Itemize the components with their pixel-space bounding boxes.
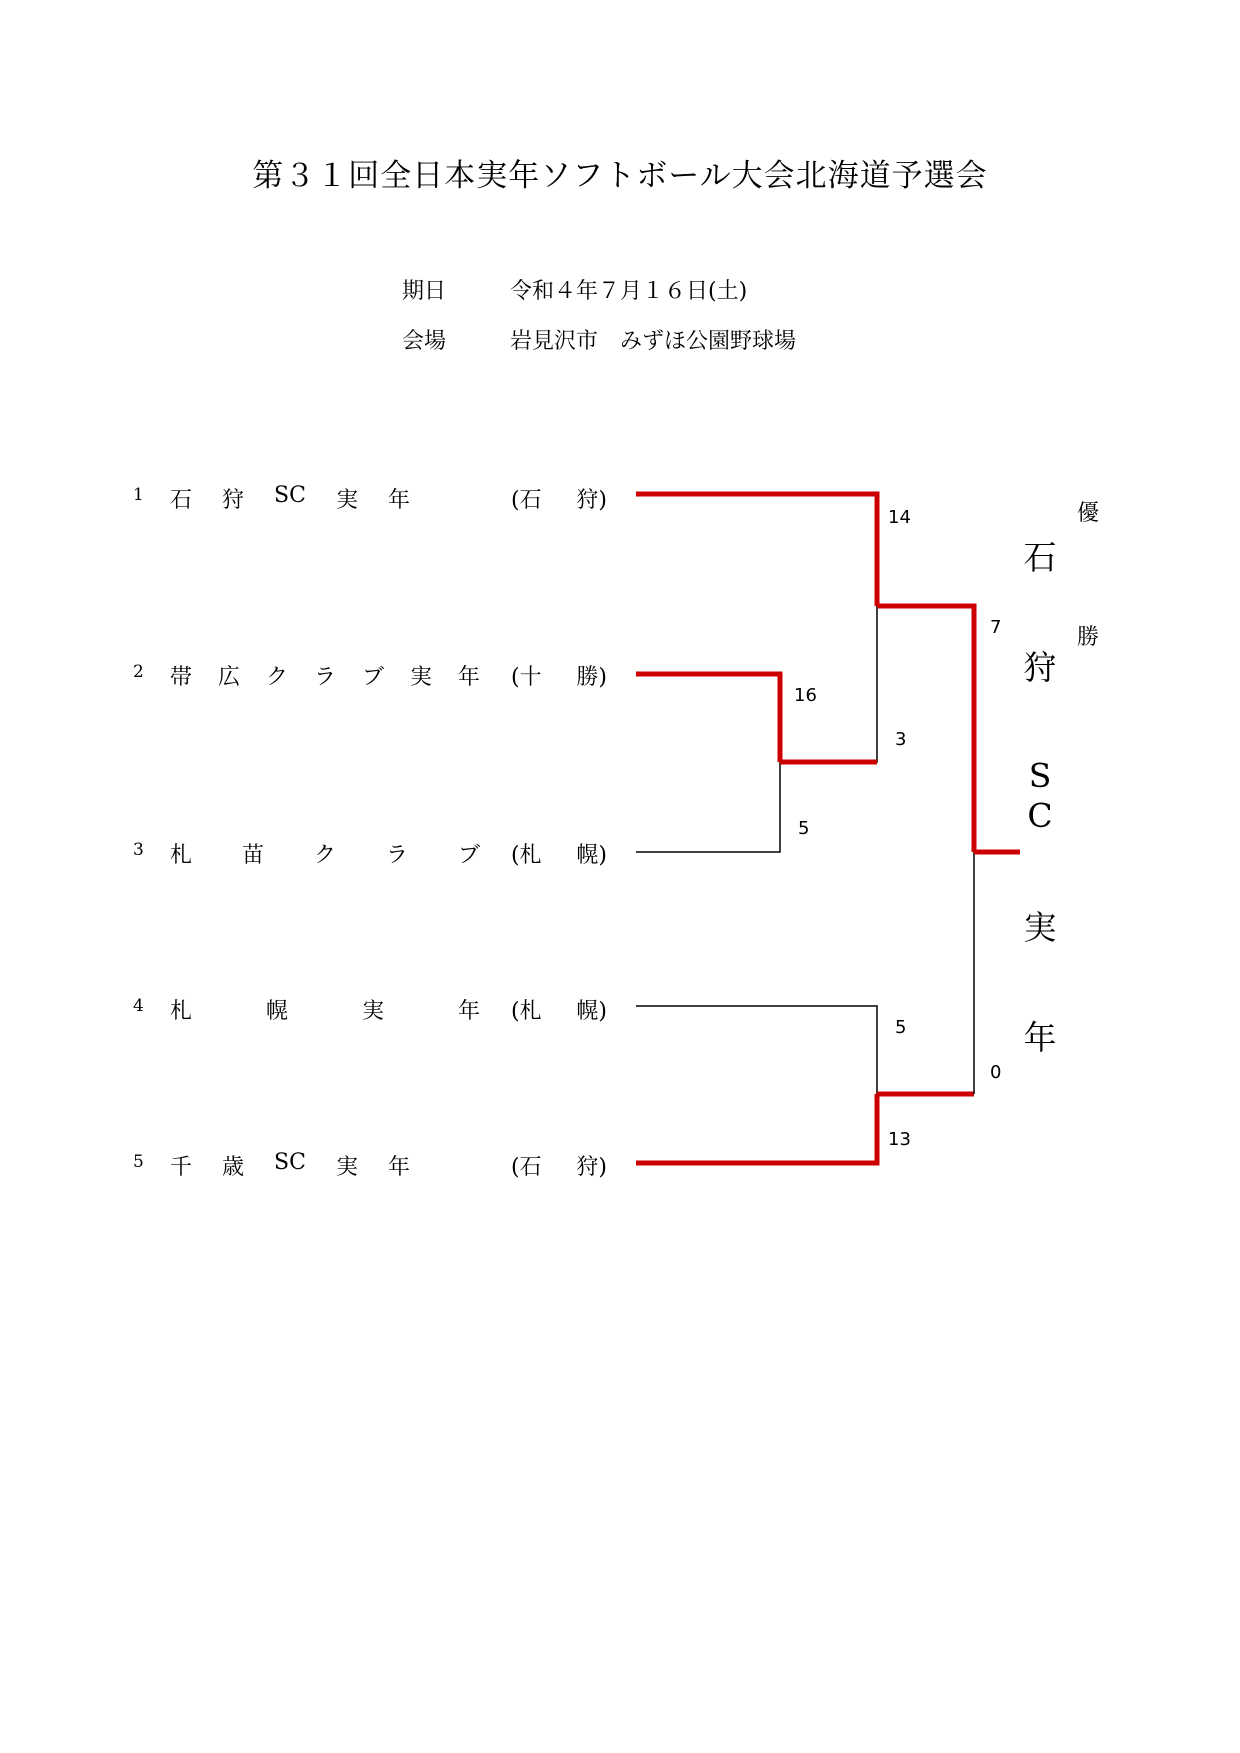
page-title: 第３１回全日本実年ソフトボール大会北海道予選会 <box>252 158 988 194</box>
team-name-part: ク <box>313 843 336 868</box>
team-name-part: 狩 <box>222 488 245 513</box>
region-part: (石 <box>511 488 542 513</box>
team-name-part: 年 <box>387 488 410 513</box>
team-name-part: ブ <box>457 843 480 868</box>
score-m2-m1winner: 3 <box>895 729 907 750</box>
score-m3-team4: 5 <box>895 1017 907 1038</box>
team-name-part: 年 <box>457 665 480 690</box>
champion-label-char: 勝 <box>1076 625 1099 650</box>
bracket-line-team1 <box>636 494 877 606</box>
region-part: (札 <box>511 999 542 1024</box>
bracket-line-team5 <box>636 1094 877 1163</box>
region-part: (十 <box>511 665 542 690</box>
team-name-part: ブ <box>361 665 384 690</box>
team-name-part: 広 <box>217 665 240 690</box>
bracket-line-m1-winner <box>780 606 877 762</box>
team-name-part: 実 <box>361 999 384 1024</box>
team-seed-5: 5 <box>133 1152 144 1172</box>
team-name-part: 年 <box>387 1155 410 1180</box>
team-name-part: 苗 <box>241 843 264 868</box>
venue-label: 会場 <box>402 329 447 354</box>
region-part: (札 <box>511 843 542 868</box>
region-part: 狩) <box>576 488 607 513</box>
score-m2-team1: 14 <box>888 507 911 528</box>
team-name-part: 帯 <box>170 665 193 690</box>
bracket-line-team3 <box>636 762 780 852</box>
team-name-part: SC <box>274 483 306 508</box>
team-name-part: 実 <box>335 1155 358 1180</box>
team-name-part: 石 <box>170 488 193 513</box>
bracket-line-m2-winner <box>877 606 974 852</box>
team-seed-4: 4 <box>133 996 144 1016</box>
team-seed-2: 2 <box>133 662 144 682</box>
team-name-part: 千 <box>170 1155 193 1180</box>
region-part: (石 <box>511 1155 542 1180</box>
team-name-part: 幌 <box>265 999 288 1024</box>
champion-char: 年 <box>1023 1018 1057 1057</box>
team-name-part: 札 <box>170 999 193 1024</box>
date-label: 期日 <box>402 279 447 304</box>
team-name-part: 札 <box>170 843 193 868</box>
region-part: 勝) <box>576 665 607 690</box>
champion-char: C <box>1027 796 1053 835</box>
champion-char: S <box>1028 756 1052 795</box>
team-name-part: 年 <box>457 999 480 1024</box>
champion-char: 実 <box>1023 908 1057 947</box>
champion-char: 狩 <box>1023 648 1057 687</box>
region-part: 幌) <box>576 843 607 868</box>
bracket-line-team2 <box>636 674 780 762</box>
score-m1-team3: 5 <box>798 818 810 839</box>
team-name-part: SC <box>274 1150 306 1175</box>
team-name-part: 実 <box>409 665 432 690</box>
team-name-part: ク <box>265 665 288 690</box>
champion-label-char: 優 <box>1076 501 1099 526</box>
team-seed-1: 1 <box>133 485 144 505</box>
team-name-part: ラ <box>313 665 336 690</box>
date-value: 令和４年７月１６日(土) <box>510 279 748 304</box>
champion-char: 石 <box>1023 538 1057 577</box>
score-final-bottom: 0 <box>990 1062 1002 1083</box>
score-final-top: 7 <box>990 617 1002 638</box>
score-m3-team5: 13 <box>888 1129 911 1150</box>
team-seed-3: 3 <box>133 840 144 860</box>
region-part: 狩) <box>576 1155 607 1180</box>
bracket-line-team4 <box>636 1006 877 1094</box>
venue-value: 岩見沢市 みずほ公園野球場 <box>510 329 797 354</box>
score-m1-team2: 16 <box>794 685 817 706</box>
team-name-part: 歳 <box>222 1155 245 1180</box>
region-part: 幌) <box>576 999 607 1024</box>
team-name-part: 実 <box>335 488 358 513</box>
team-name-part: ラ <box>385 843 408 868</box>
